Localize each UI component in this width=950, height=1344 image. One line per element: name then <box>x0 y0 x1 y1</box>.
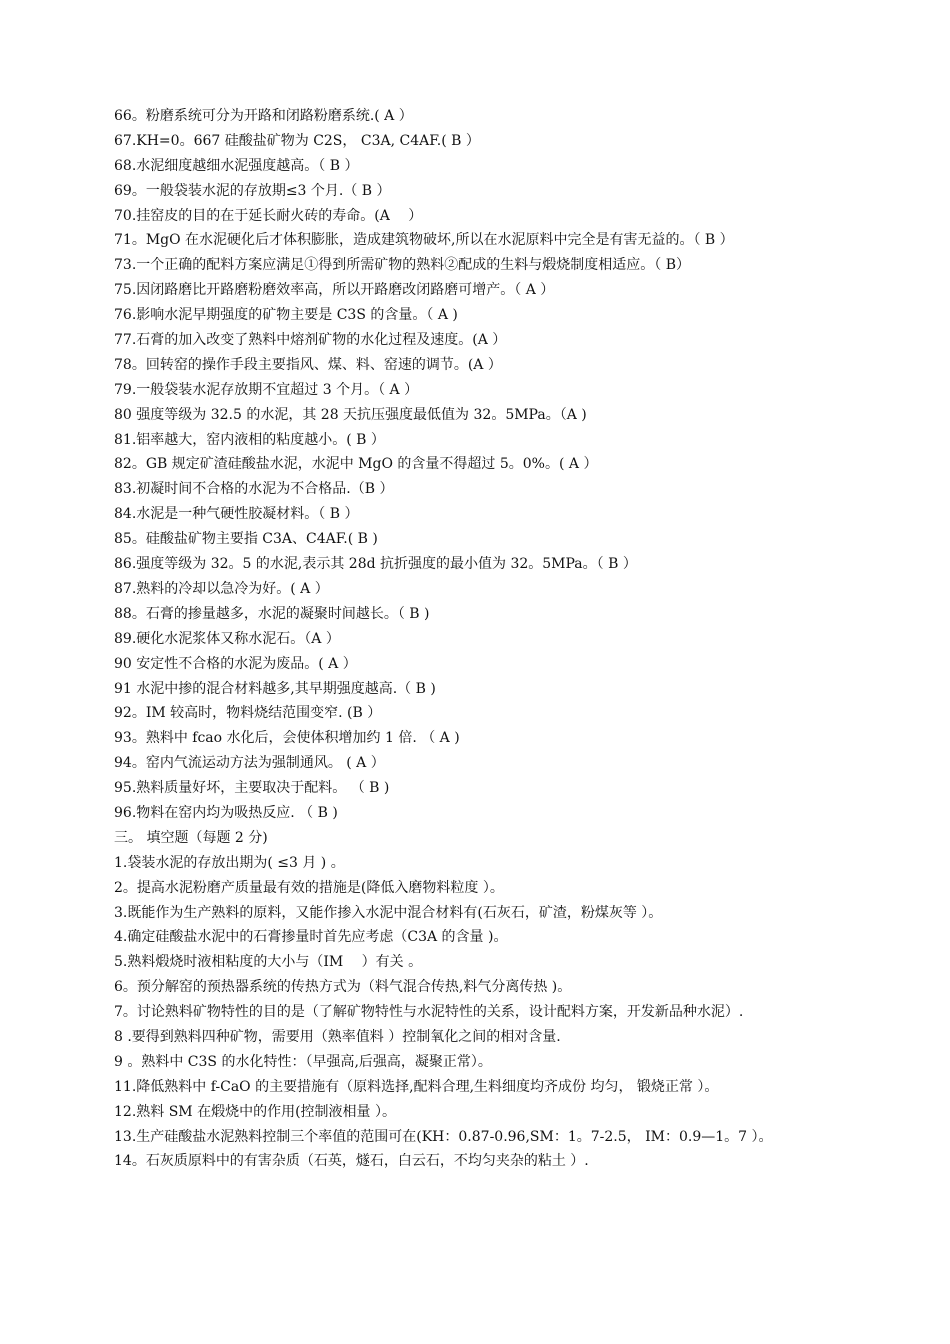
text-line: 69。一般袋装水泥的存放期≤3 个月.（ B ） <box>114 182 391 199</box>
text-line: 88。石膏的掺量越多，水泥的凝聚时间越长。（ B ) <box>114 605 430 622</box>
text-line: 76.影响水泥早期强度的矿物主要是 C3S 的含量。（ A ) <box>114 307 458 324</box>
text-line: 93。熟料中 fcao 水化后，会使体积增加约 1 倍. （ A ) <box>114 730 460 747</box>
text-line: 86.强度等级为 32。5 的水泥,表示其 28d 抗折强度的最小值为 32。5MPa。（ B ） <box>114 556 637 573</box>
text-line: 9 。熟料中 C3S 的水化特性：（早强高,后强高，凝聚正常）。 <box>114 1053 492 1070</box>
text-line: 91 水泥中掺的混合材料越多,其早期强度越高.（ B ) <box>114 680 436 697</box>
text-line: 92。IM 较高时，物料烧结范围变窄. (B ） <box>114 705 382 722</box>
text-line: 6。预分解窑的预热器系统的传热方式为（料气混合传热,料气分离传热 )。 <box>114 979 572 996</box>
text-line: 14。石灰质原料中的有害杂质（石英，燧石，白云石，不均匀夹杂的粘土 ）. <box>114 1153 589 1170</box>
text-line: 70.挂窑皮的目的在于延长耐火砖的寿命。(A ） <box>114 207 423 224</box>
text-line: 85。硅酸盐矿物主要指 C3A、C4AF.( B ) <box>114 531 378 548</box>
text-line: 7。讨论熟料矿物特性的目的是（了解矿物特性与水泥特性的关系，设计配料方案，开发新品种水泥）. <box>114 1004 744 1021</box>
text-line: 81.铝率越大，窑内液相的粘度越小。( B ） <box>114 431 385 448</box>
text-line: 80 强度等级为 32.5 的水泥，其 28 天抗压强度最低值为 32。5MPa。（A ) <box>114 406 587 423</box>
text-line: 66。粉磨系统可分为开路和闭路粉磨系统.( A ） <box>114 108 413 124</box>
text-line: 12.熟料 SM 在煅烧中的作用(控制液相量 ）。 <box>114 1103 397 1120</box>
text-line: 95.熟料质量好坏，主要取决于配料。 （ B ) <box>114 780 390 797</box>
text-line: 68.水泥细度越细水泥强度越高。（ B ） <box>114 157 359 174</box>
text-line: 79.一般袋装水泥存放期不宜超过 3 个月。（ A ） <box>114 381 419 398</box>
text-line: 82。GB 规定矿渣硅酸盐水泥，水泥中 MgO 的含量不得超过 5。0%。( A ） <box>114 456 598 473</box>
section-heading: 三。 填空题（每题 2 分) <box>114 829 268 846</box>
text-line: 84.水泥是一种气硬性胶凝材料。（ B ） <box>114 506 359 523</box>
text-line: 73.一个正确的配料方案应满足①得到所需矿物的熟料②配成的生料与煅烧制度相适应。（ B） <box>114 257 691 274</box>
document-page <box>114 104 852 1174</box>
text-line: 11.降低熟料中 f-CaO 的主要措施有（原料选择,配料合理,生料细度均齐成份 均匀， 锻烧正常 ）。 <box>114 1078 719 1095</box>
text-line: 89.硬化水泥浆体又称水泥石。（A ） <box>114 630 340 647</box>
text-line: 4.确定硅酸盐水泥中的石膏掺量时首先应考虑（C3A 的含量 )。 <box>114 929 508 946</box>
text-line: 5.熟料煅烧时液相粘度的大小与（IM ）有关 。 <box>114 954 423 971</box>
text-line: 77.石膏的加入改变了熟料中熔剂矿物的水化过程及速度。(A ） <box>114 332 507 349</box>
text-line: 2。提高水泥粉磨产质量最有效的措施是(降低入磨物料粒度 ）。 <box>114 879 504 896</box>
text-line: 75.因闭路磨比开路磨粉磨效率高，所以开路磨改闭路磨可增产。（ A ） <box>114 282 555 299</box>
text-line: 71。MgO 在水泥硬化后才体积膨胀，造成建筑物破坏,所以在水泥原料中完全是有害无益的。（ B ） <box>114 232 734 249</box>
text-line: 96.物料在窑内均为吸热反应. （ B ) <box>114 804 338 821</box>
text-line: 94。窑内气流运动方法为强制通风。 ( A ） <box>114 755 385 772</box>
text-line: 67.KH=0。667 硅酸盐矿物为 C2S， C3A, C4AF.( B ） <box>114 132 480 149</box>
text-line: 8 .要得到熟料四种矿物，需要用（熟率值料 ）控制氧化之间的相对含量. <box>114 1028 561 1045</box>
text-line: 13.生产硅酸盐水泥熟料控制三个率值的范围可在(KH：0.87-0.96,SM：1。7-2.5， IM：0.9—1。7 ）。 <box>114 1128 773 1145</box>
text-line: 90 安定性不合格的水泥为废品。( A ） <box>114 655 357 672</box>
text-line: 3.既能作为生产熟料的原料，又能作掺入水泥中混合材料有(石灰石，矿渣，粉煤灰等 ）。 <box>114 904 663 921</box>
text-line: 1.袋装水泥的存放出期为( ≤3 月 ) 。 <box>114 854 345 871</box>
text-line: 78。回转窑的操作手段主要指风、煤、料、窑速的调节。(A ） <box>114 356 502 373</box>
text-line: 87.熟料的冷却以急冷为好。( A ） <box>114 580 329 597</box>
text-line: 83.初凝时间不合格的水泥为不合格品.（B ） <box>114 481 394 498</box>
